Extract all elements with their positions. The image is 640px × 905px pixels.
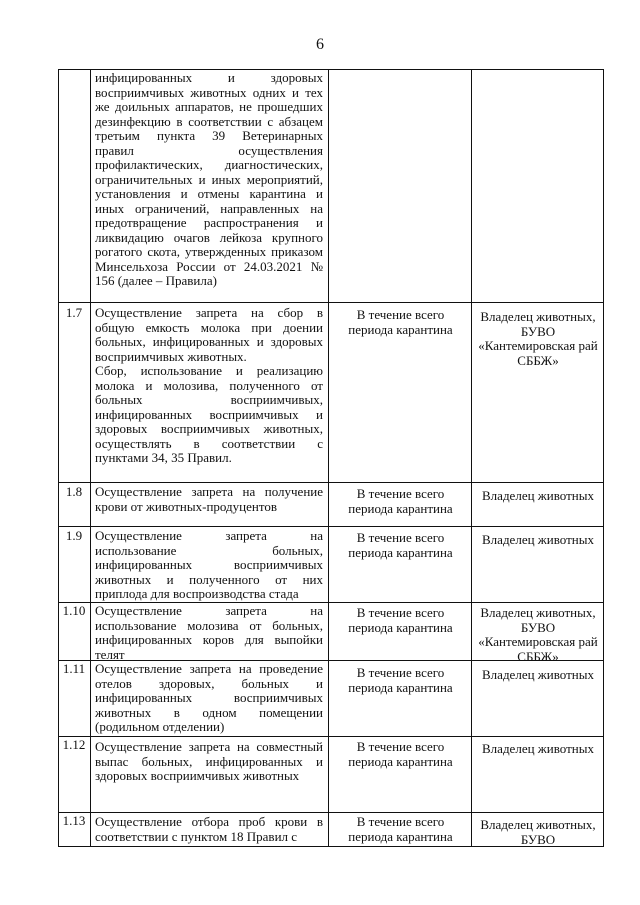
row-number: 1.8 xyxy=(65,484,83,499)
table-divider-term xyxy=(471,69,472,847)
row-term: В течение всего периода карантина xyxy=(348,665,453,695)
row-term: В течение всего периода карантина xyxy=(348,605,453,635)
row-term: В течение всего периода карантина xyxy=(348,486,453,516)
row-term: В течение всего периода карантина xyxy=(348,739,453,769)
row-responsible: Владелец животных xyxy=(482,741,594,756)
row-description: Осуществление запрета на совместный выпас больных, инфицированных и здоровых восприимчивых животных xyxy=(95,739,323,783)
page-number: 6 xyxy=(316,36,324,53)
row-responsible: Владелец животных xyxy=(482,488,594,503)
row-divider xyxy=(58,736,603,737)
row-divider xyxy=(58,302,603,303)
row-description: Осуществление запрета на сбор в общую емкость молока при доении больных, инфицированных и здоровых восприимчивых животных. Сбор, использование и реализацию молока и молозива, полученного от больных восприимчивых, инфицированных восприимчивых и здоровых восприимчивых животных, осуществлять в соответствии с пунктами 34, 35 Правил. xyxy=(95,305,323,465)
row-number: 1.13 xyxy=(62,813,86,828)
row-description: Осуществление запрета на проведение отелов здоровых, больных и инфицированных восприимчивых животных в одном помещении (родильном отделении) xyxy=(95,661,323,734)
table-border-left xyxy=(58,69,59,847)
row-responsible: Владелец животных, БУВО «Кантемировская рай СББЖ» xyxy=(478,309,598,368)
row-number: 1.7 xyxy=(65,305,83,320)
row-responsible: Владелец животных, БУВО «Кантемировская рай СББЖ» xyxy=(478,605,598,664)
row-description: Осуществление запрета на использование больных, инфицированных восприимчивых животных и полученного от них приплода для воспроизводства стада xyxy=(95,528,323,601)
row-number: 1.10 xyxy=(62,603,86,618)
row-term: В течение всего периода карантина xyxy=(348,814,453,844)
row-responsible: Владелец животных xyxy=(482,532,594,547)
continuation-text: инфицированных и здоровых восприимчивых животных одних и тех же доильных аппаратов, не прошедших дезинфекцию в соответствии с абзацем третьим пункта 39 Ветеринарных правил осуществления профилактических, диагностических, ограничительных и иных мероприятий, установления и отмены карантина и иных ограничений, направленных на предотвращение распространения и ликвидацию очагов лейкоза крупного рогатого скота, утвержденных приказом Минсельхоза России от 24.03.2021 № 156 (далее – Правила) xyxy=(95,70,323,288)
table-border-right xyxy=(603,69,604,847)
row-description: Осуществление запрета на получение крови от животных-продуцентов xyxy=(95,484,323,514)
row-responsible: Владелец животных, БУВО xyxy=(480,817,596,847)
row-term: В течение всего периода карантина xyxy=(348,530,453,560)
row-description: Осуществление запрета на использование молозива от больных, инфицированных коров для выпойки телят xyxy=(95,603,323,662)
row-divider xyxy=(58,526,603,527)
row-term: В течение всего периода карантина xyxy=(348,307,453,337)
table-divider-desc xyxy=(328,69,329,847)
table-divider-num xyxy=(90,69,91,847)
row-number: 1.12 xyxy=(62,737,86,752)
row-divider xyxy=(58,812,603,813)
row-number: 1.11 xyxy=(62,661,86,676)
row-responsible: Владелец животных xyxy=(482,667,594,682)
row-description: Осуществление отбора проб крови в соответствии с пунктом 18 Правил с xyxy=(95,814,323,844)
row-number: 1.9 xyxy=(65,528,83,543)
row-divider xyxy=(58,482,603,483)
